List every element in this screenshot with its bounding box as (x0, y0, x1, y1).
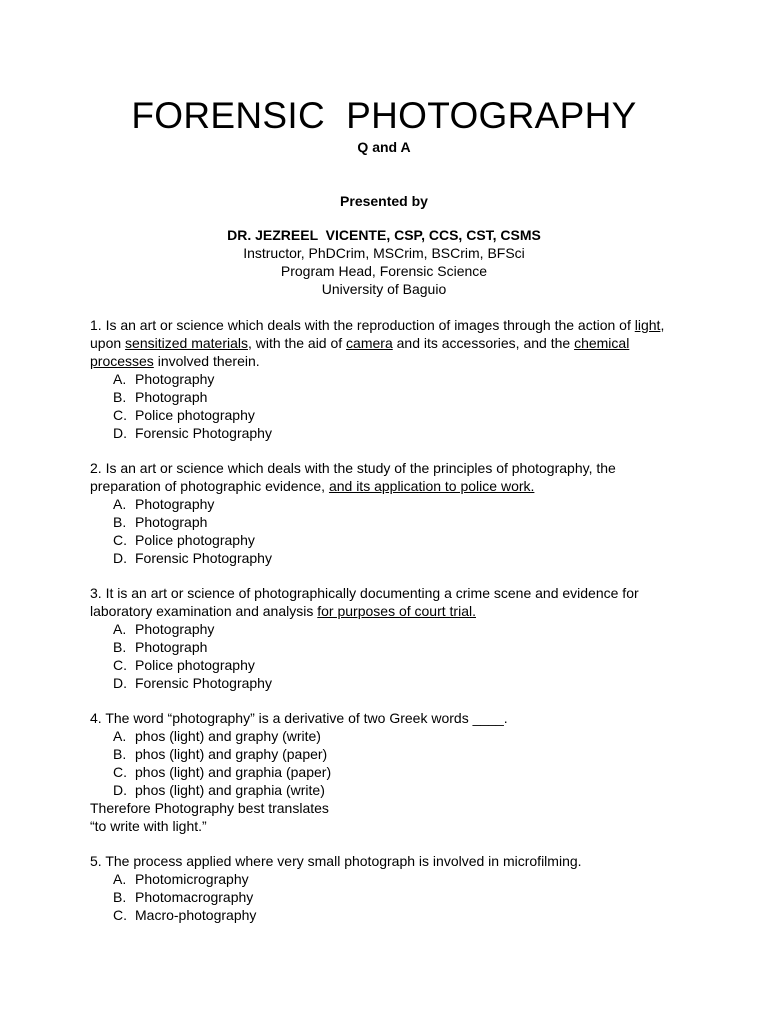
answer-option (90, 674, 690, 692)
option-letter: D. (113, 550, 127, 566)
question-3 (90, 584, 690, 692)
answer-option (90, 638, 690, 656)
option-letter: A. (113, 371, 127, 387)
option-text: Forensic Photography (135, 425, 272, 441)
answer-option (90, 549, 690, 567)
question-4 (90, 709, 690, 835)
answer-note-line-1: Therefore Photography best translates (90, 800, 329, 816)
question-5-options (90, 870, 690, 924)
answer-option (90, 745, 690, 763)
question-text-segment: , with the aid of (247, 335, 347, 351)
option-text: Photomacrography (135, 889, 254, 905)
answer-option (90, 906, 690, 924)
document-title: FORENSIC PHOTOGRAPHY (131, 95, 637, 136)
option-text: Police photography (135, 407, 255, 423)
option-letter: B. (113, 746, 127, 762)
underlined-term: camera (346, 335, 393, 351)
option-letter: A. (113, 621, 127, 637)
author-position: Program Head, Forensic Science (280, 263, 488, 279)
question-2-text (90, 459, 690, 495)
option-text: phos (light) and graphy (paper) (135, 746, 328, 762)
option-text: Police photography (135, 657, 255, 673)
question-2-options (90, 495, 690, 567)
option-text: phos (light) and graphy (write) (135, 728, 321, 744)
answer-option (90, 870, 690, 888)
answer-note-line-2: “to write with light.” (90, 818, 207, 834)
option-text: Photography (135, 371, 215, 387)
option-text: Photography (135, 496, 215, 512)
question-text-segment: and its accessories, and the (392, 335, 575, 351)
option-letter: C. (113, 657, 127, 673)
underlined-term: sensitized materials (125, 335, 248, 351)
answer-option (90, 620, 690, 638)
answer-option (90, 888, 690, 906)
author-name: DR. JEZREEL VICENTE, CSP, CCS, CST, CSMS (227, 227, 541, 243)
answer-option (90, 370, 690, 388)
question-text-segment: 5. The process applied where very small photograph is involved in microfilming. (90, 853, 582, 869)
option-letter: C. (113, 764, 127, 780)
answer-option (90, 388, 690, 406)
option-text: Forensic Photography (135, 675, 272, 691)
answer-option (90, 531, 690, 549)
question-text-segment: 4. The word “photography” is a derivative of two Greek words ____. (90, 710, 508, 726)
answer-option (90, 781, 690, 799)
question-text-segment: involved therein. (153, 353, 260, 369)
question-text-segment: 3. It is an art or science of photographically documenting a crime scene and evidence for laboratory examination and analysis (90, 585, 639, 619)
option-letter: C. (113, 907, 127, 923)
author-institution: University of Baguio (321, 281, 447, 297)
option-letter: C. (113, 532, 127, 548)
document-subtitle: Q and A (357, 139, 411, 155)
question-3-text (90, 584, 690, 620)
option-text: Photograph (135, 389, 208, 405)
underlined-term: light (634, 317, 661, 333)
question-4-text (90, 709, 690, 727)
question-3-options (90, 620, 690, 692)
option-letter: B. (113, 639, 127, 655)
option-letter: A. (113, 871, 127, 887)
question-1-options (90, 370, 690, 442)
question-text-segment: , upon (90, 317, 665, 351)
option-letter: C. (113, 407, 127, 423)
answer-option (90, 495, 690, 513)
option-letter: A. (113, 496, 127, 512)
option-letter: D. (113, 425, 127, 441)
option-text: phos (light) and graphia (write) (135, 782, 325, 798)
option-text: Macro-photography (135, 907, 257, 923)
presented-by-label: Presented by (340, 193, 428, 209)
option-text: Forensic Photography (135, 550, 272, 566)
question-4-options (90, 727, 690, 799)
question-5-text (90, 852, 690, 870)
option-text: phos (light) and graphia (paper) (135, 764, 332, 780)
underlined-term: for purposes of court trial. (317, 603, 476, 619)
option-text: Photomicrography (135, 871, 249, 887)
question-1 (90, 316, 690, 442)
option-letter: D. (113, 782, 127, 798)
question-5 (90, 852, 690, 924)
author-block (0, 226, 768, 298)
option-letter: A. (113, 728, 127, 744)
underlined-term: and its application to police work. (328, 478, 535, 494)
option-text: Photograph (135, 639, 208, 655)
option-text: Photograph (135, 514, 208, 530)
question-2 (90, 459, 690, 567)
option-text: Photography (135, 621, 215, 637)
option-letter: D. (113, 675, 127, 691)
question-text-segment: 1. Is an art or science which deals with the reproduction of images through the action of (90, 317, 635, 333)
answer-option (90, 656, 690, 674)
option-letter: B. (113, 389, 127, 405)
question-1-text (90, 316, 690, 370)
answer-option (90, 513, 690, 531)
answer-option (90, 763, 690, 781)
option-letter: B. (113, 889, 127, 905)
question-text-segment: 2. Is an art or science which deals with the study of the principles of photography, the preparation of photographic evidence, (90, 460, 616, 494)
answer-option (90, 727, 690, 745)
underlined-term: chemical processes (90, 335, 630, 369)
author-credentials: Instructor, PhDCrim, MSCrim, BSCrim, BFSci (243, 245, 525, 261)
option-text: Police photography (135, 532, 255, 548)
answer-option (90, 424, 690, 442)
option-letter: B. (113, 514, 127, 530)
question-list (90, 316, 690, 941)
answer-option (90, 406, 690, 424)
